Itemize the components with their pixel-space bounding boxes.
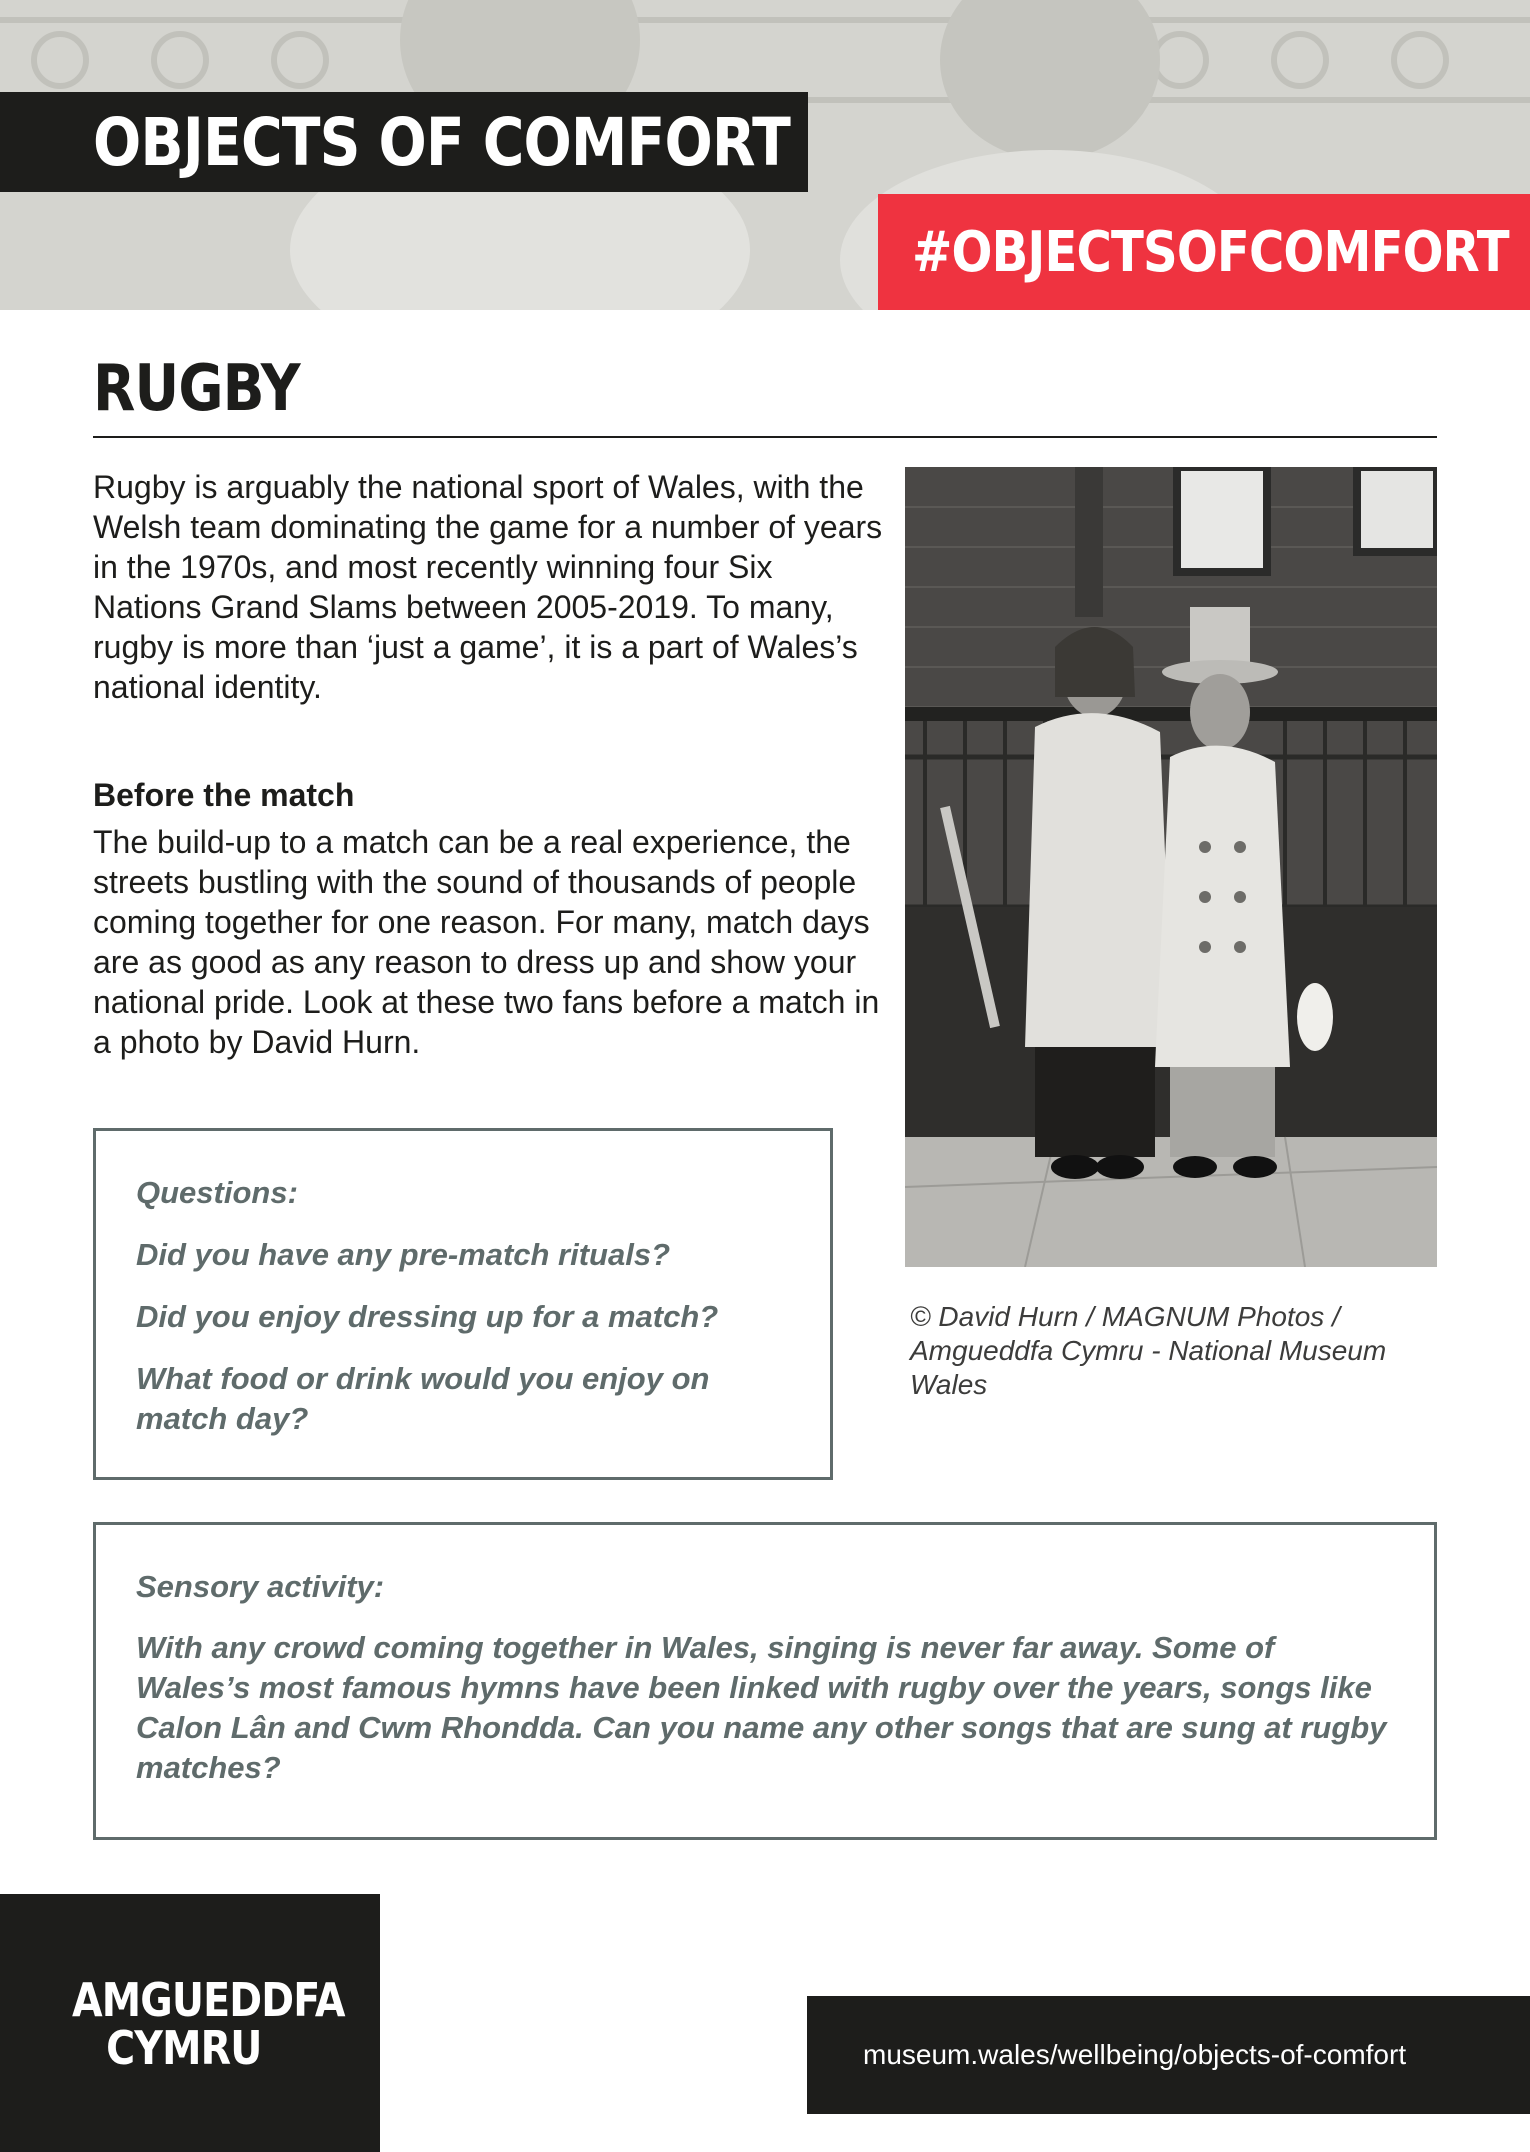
questions-box bbox=[93, 1128, 833, 1480]
hashtag-bar bbox=[878, 194, 1530, 310]
header-banner bbox=[0, 0, 1530, 310]
section-title: RUGBY bbox=[93, 352, 300, 426]
question-item: Did you enjoy dressing up for a match? bbox=[136, 1299, 719, 1334]
rugby-fans-photo bbox=[905, 467, 1437, 1267]
page-title: OBJECTS OF COMFORT bbox=[93, 103, 791, 181]
sensory-activity-box bbox=[93, 1522, 1437, 1840]
before-match-paragraph: The build-up to a match can be a real experience, the streets bustling with the sound of thousands of people coming together for one reason. For many, match days are as good as any reason to dress up and show your national pride. Look at these two fans before a match in a photo by David Hurn. bbox=[93, 824, 880, 1060]
title-bar bbox=[0, 92, 808, 192]
logo-line-2: CYMRU bbox=[106, 2021, 262, 2075]
intro-paragraph: Rugby is arguably the national sport of Wales, with the Welsh team dominating the game for a number of years in the 1970s, and most recently winning four Six Nations Grand Slams between 2005-2019. To many, rugby is more than ‘just a game’, it is a part of Wales’s national identity. bbox=[93, 469, 883, 705]
section-divider bbox=[93, 436, 1437, 438]
website-url[interactable]: museum.wales/wellbeing/objects-of-comfort bbox=[863, 2039, 1407, 2070]
before-match-heading: Before the match bbox=[93, 777, 355, 813]
url-bar bbox=[807, 1996, 1530, 2114]
question-item: Did you have any pre-match rituals? bbox=[136, 1237, 671, 1272]
logo-line-1: AMGUEDDFA bbox=[72, 1973, 345, 2027]
photo-illustration bbox=[905, 467, 1437, 1267]
museum-logo bbox=[72, 1973, 345, 2075]
footer-logo-block bbox=[0, 1894, 380, 2152]
sensory-text: With any crowd coming together in Wales, singing is never far away. Some of Wales’s most famous hymns have been linked with rugby over the years, songs like Calon Lân and Cwm Rhondda. Can you name any other songs that are sung at rugby matches? bbox=[136, 1630, 1387, 1785]
question-item: What food or drink would you enjoy on match day? bbox=[136, 1361, 710, 1436]
hashtag-label: #OBJECTSOFCOMFORT bbox=[912, 219, 1509, 285]
questions-label: Questions: bbox=[136, 1175, 298, 1210]
photo-caption: © David Hurn / MAGNUM Photos / Amgueddfa Cymru - National Museum Wales bbox=[910, 1301, 1387, 1400]
sensory-label: Sensory activity: bbox=[136, 1569, 385, 1604]
